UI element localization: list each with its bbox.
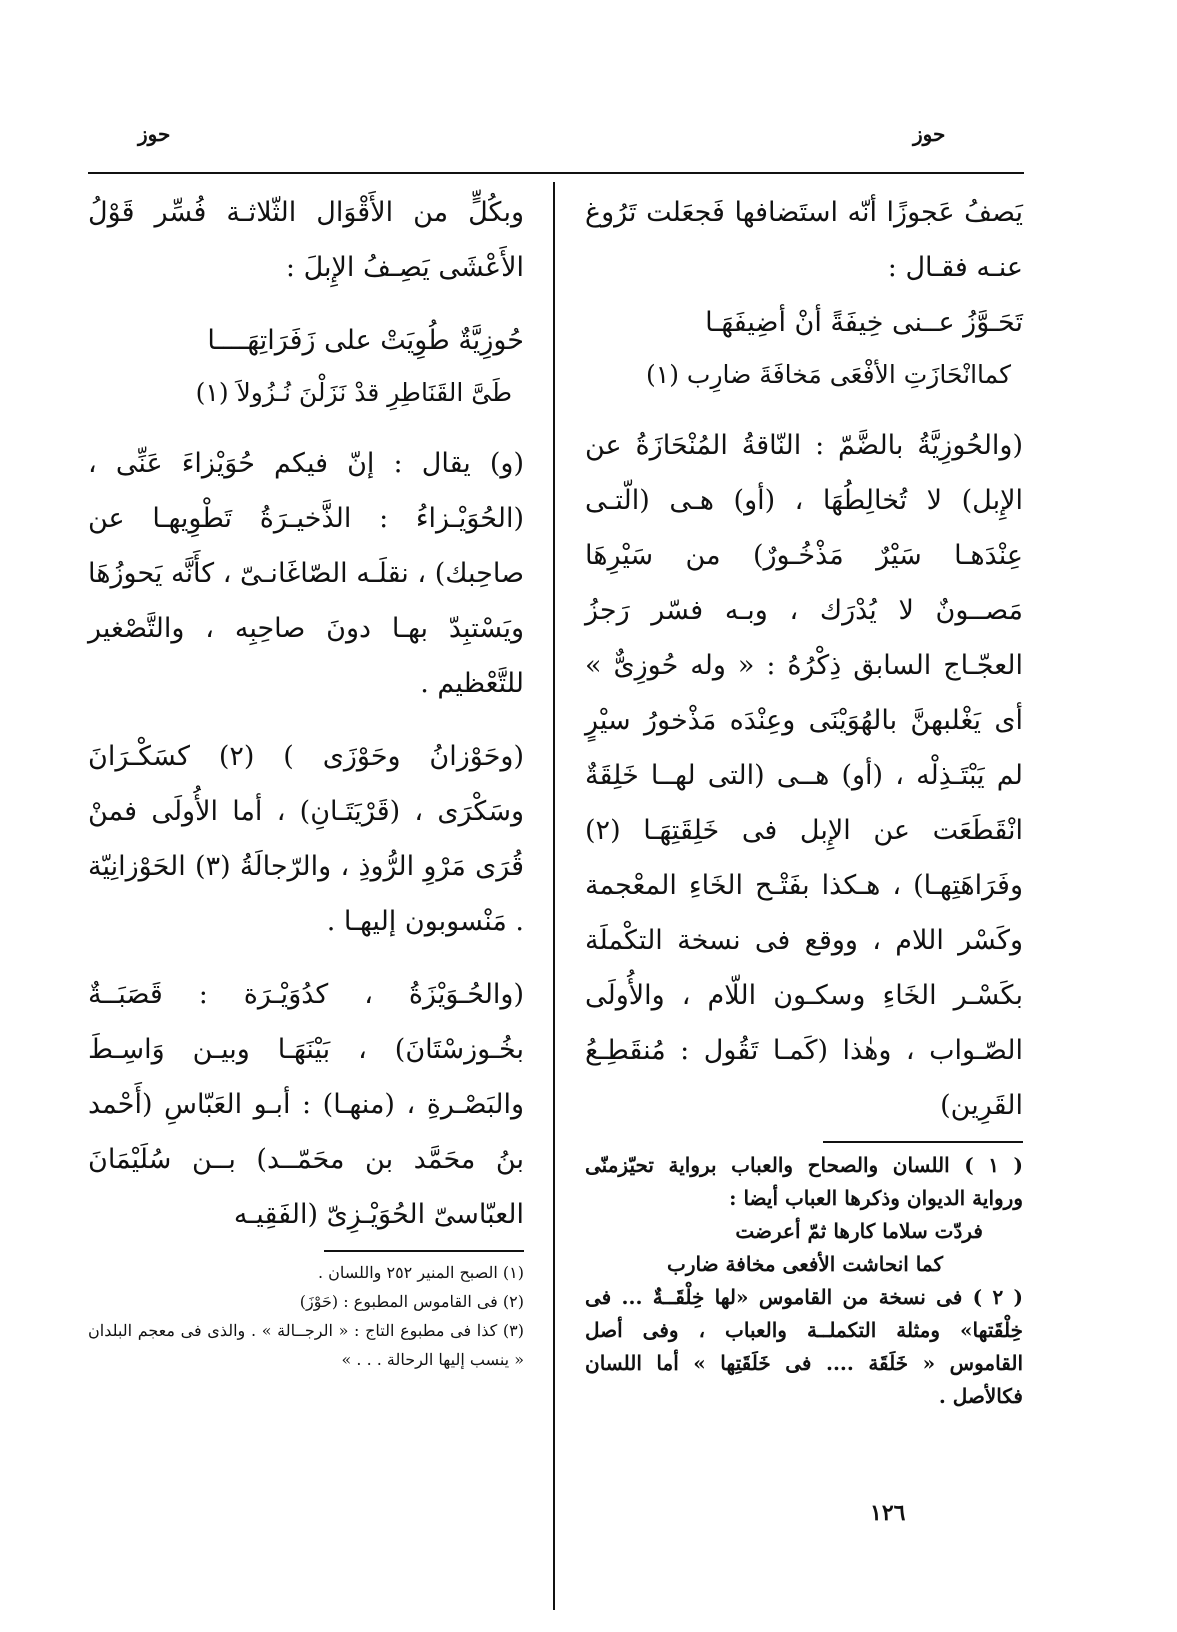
left-column <box>88 185 524 1374</box>
left-paragraph-huwayzah: (والحُـوَيْزَةُ ، كدُوَيْـرَة : قَصَبَــةٌ بخُـوزسْتَانَ) ، بَيْنَهَـا وبيـن وَاسِـطَ والبَصْـرةِ ، (منهـا) : أبـو العَبّاسِ (أَحْمد بنُ محَمَّد بن محَمّــد) بــن سُلَيْمَانَ العبّاسىّ الحُوَيْـزِىّ (الفَقِيـه <box>88 979 524 1230</box>
right-footnote-verse-2: كما انحاشت الأفعى مخافة ضارب <box>667 1252 943 1276</box>
left-footnote-1: (١) الصبح المنير ٢٥٢ واللسان . <box>317 1263 524 1282</box>
spacer <box>88 711 524 729</box>
spacer <box>88 418 524 436</box>
right-paragraph-entry: (والحُوزِيَّةُ بالضَّمّ : النّاقةُ المُنْحَازَةُ عن الإِبل) لا تُخالِطُهَا ، (أو) هـى (الّتـى عِنْدَهـا سَيْرٌ مَذْخُـورٌ) من سَيْرِهَا مَصــونٌ لا يُدْرَك ، وبـه فسّر رَجزُ العجّـاج السابق ذِكْرُهُ : « وله حُوزِىٌّ » أى يَغْلبهنَّ بالهُوَيْنَى وعِنْدَه مَذْخورُ سيْرٍ لم يَبْتَـذِلْه ، (أو) هــى (التى لهــا خَلِقَةٌ انْقَطَعَت عن الإِبل فى خَلِقَتِهَـا (٢) وفَرَاهَتِهـا) ، هـكذا بفَتْـح الخَاءِ المعْجمة وكَسْر اللام ، ووقع فى نسخة التكْملَة بكَسْـر الخَاءِ وسكـون اللّام ، والأُولَى الصّـواب ، وهٰذا (كَمـا تَقُول : مُنقَطِـعُ القَرِين) <box>585 430 1023 1121</box>
left-paragraph-hawzan: (وحَوْزانُ وحَوْزَى ) (٢) كسَكْـرَانَ وسَكْرَى ، (قَرْيَتَـانِ) ، أما الأُولَى فمنْ قُرَى مَرْوِ الرُّوذِ ، والرّجالَةُ (٣) الحَوْزانِيّة . مَنْسوبون إليهـا . <box>88 741 525 937</box>
right-column <box>585 185 1023 1413</box>
left-verse-line-1: حُوزِيَّةٌ طُوِيَتْ على زَفَرَاتِهَــــا <box>207 325 524 356</box>
running-head-left: حوز <box>138 122 171 146</box>
left-paragraph-huwayza: (و) يقال : إنّ فيكم حُوَيْزاءَ عَنِّى ، (الحُوَيْـزاءُ : الذَّخيـرَةُ تَطْوِيهـا عن صاحِبك) ، نقلَـه الصّاغَانـىّ ، كأَنَّه يَحوزُهَا ويَسْتبِدّ بهـا دونَ صاحِبِه ، والتَّصْغير للتَّعْظيم . <box>88 448 524 699</box>
right-footnote-verse-1: فردّت سلاما كارها ثمّ أعرضت <box>735 1219 983 1243</box>
right-verse-line-2: كماانْحَازَتِ الأفْعَى مَخافَةَ ضارِب (١) <box>646 360 1011 389</box>
right-footnote-2: ( ٢ ) فى نسخة من القاموس «لها خِلْقَــةٌ ... فى خِلْقَتها» ومثلة التكملــة والعباب ، وفى أصل القاموس « خَلَقَة .... فى خَلَقَتِها » أما اللسان فكالأصل . <box>585 1285 1023 1408</box>
right-paragraph-intro: يَصفُ عَجوزًا أنّه استَضافها فَجعَلت تَرُوغ عنـه فقـال : <box>585 197 1023 283</box>
left-verse-line-2: طَىَّ القَنَاطِرِ قدْ نَزَلْنَ نُـزُولاَ (١) <box>195 378 512 407</box>
right-footnotes <box>585 1149 1023 1413</box>
right-footnote-1: ( ١ ) اللسان والصحاح والعباب برواية تحيّزمنّى ورواية الديوان وذكرها العباب أيضا : <box>585 1153 1023 1210</box>
right-footnote-rule <box>823 1141 1023 1143</box>
spacer <box>88 295 524 313</box>
spacer <box>585 400 1023 418</box>
left-paragraph-intro: وبكُلٍّ من الأَقْوَال الثّلاثـة فُسِّر قَوْلُ الأَعْشَى يَصِـفُ الإِبلَ : <box>88 197 524 283</box>
spacer <box>88 949 524 967</box>
left-footnotes <box>88 1258 524 1374</box>
left-footnote-2: (٢) فى القاموس المطبوع : (حَوْزَ) <box>299 1292 524 1311</box>
right-verse-line-1: تَحَـوَّزُ عــنى خِيفَةً أنْ أضِيفَهَـا <box>705 307 1023 338</box>
column-divider <box>553 182 555 1610</box>
left-footnote-3: (٣) كذا فى مطبوع التاج : « الرجــالة » . والذى فى معجم البلدان « ينسب إليها الرحالة . . . » <box>88 1321 524 1369</box>
page-number: ١٢٦ <box>870 1500 906 1526</box>
header-rule <box>88 172 1024 174</box>
left-footnote-rule <box>324 1250 524 1252</box>
running-head-right: حوز <box>913 122 946 146</box>
